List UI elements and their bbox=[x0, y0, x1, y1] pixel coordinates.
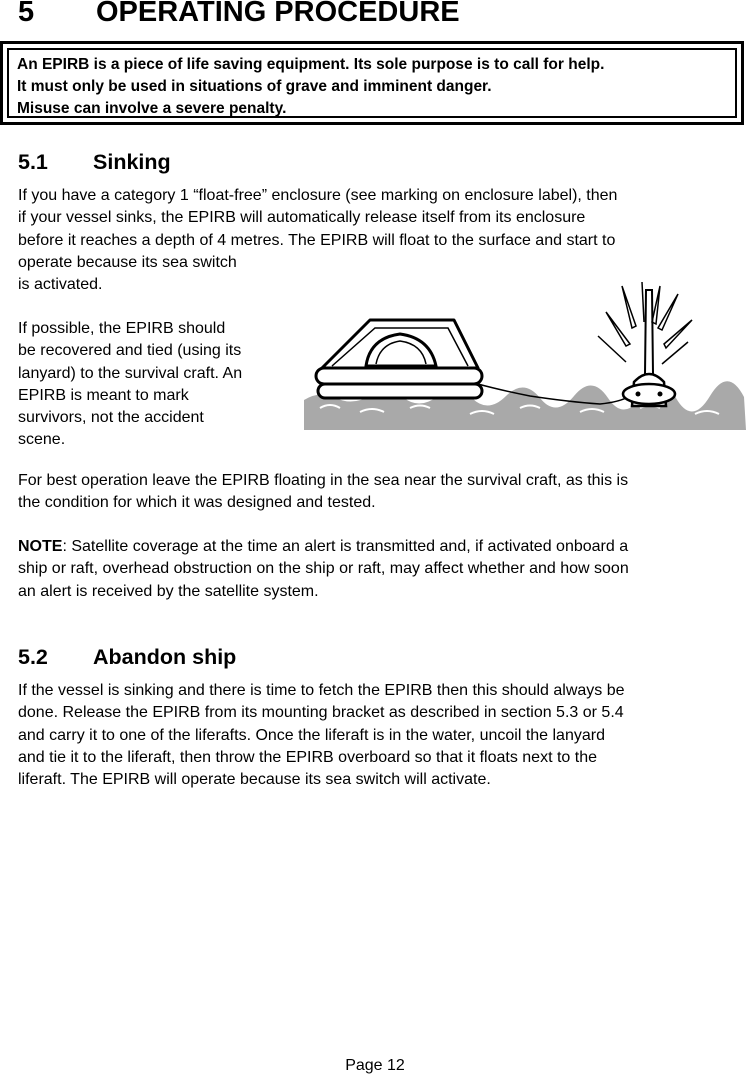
section-title: Sinking bbox=[93, 150, 171, 174]
liferaft-lower-tube bbox=[318, 384, 482, 398]
text-line: lanyard) to the survival craft. An bbox=[18, 364, 243, 382]
abandon-ship-paragraph bbox=[18, 680, 740, 791]
text-line: liferaft. The EPIRB will operate because its sea switch will activate. bbox=[18, 771, 491, 789]
text-line: survivors, not the accident bbox=[18, 409, 204, 427]
epirb-collar bbox=[623, 384, 675, 404]
text-line: If possible, the EPIRB should bbox=[18, 320, 226, 337]
warning-line-1: An EPIRB is a piece of life saving equipment. Its sole purpose is to call for help. bbox=[17, 56, 605, 73]
warning-line-2: It must only be used in situations of grave and imminent danger. bbox=[17, 78, 492, 95]
text-line: an alert is received by the satellite system. bbox=[18, 582, 319, 600]
text-line: before it reaches a depth of 4 metres. The EPIRB will float to the surface and start to bbox=[18, 231, 616, 249]
section-number: 5.2 bbox=[18, 645, 48, 669]
text-line: For best operation leave the EPIRB floating in the sea near the survival craft, as this is bbox=[18, 472, 629, 489]
note-text: : Satellite coverage at the time an alert is transmitted and, if activated onboard a bbox=[62, 538, 629, 555]
warning-box bbox=[0, 41, 744, 125]
section-heading-sinking bbox=[18, 150, 171, 175]
liferaft-upper-tube bbox=[316, 368, 482, 384]
note-label: NOTE bbox=[18, 538, 63, 555]
text-line: done. Release the EPIRB from its mounting bracket as described in section 5.3 or 5.4 bbox=[18, 704, 624, 722]
text-line: EPIRB is meant to mark bbox=[18, 386, 189, 404]
text-line: be recovered and tied (using its bbox=[18, 342, 242, 360]
section-title: Abandon ship bbox=[93, 645, 237, 669]
text-line: If the vessel is sinking and there is time to fetch the EPIRB then this should always be bbox=[18, 682, 625, 699]
sinking-paragraph-2 bbox=[18, 318, 298, 452]
chapter-title: OPERATING PROCEDURE bbox=[96, 0, 460, 28]
liferaft-with-epirb-illustration bbox=[300, 278, 746, 432]
text-line: operate because its sea switch bbox=[18, 253, 237, 271]
text-line: if your vessel sinks, the EPIRB will automatically release itself from its enclosure bbox=[18, 209, 586, 227]
sinking-paragraph-3 bbox=[18, 470, 740, 515]
text-line: the condition for which it was designed and tested. bbox=[18, 494, 376, 512]
page-number: Page 12 bbox=[345, 1057, 405, 1074]
warning-text bbox=[17, 54, 604, 120]
epirb-antenna bbox=[645, 290, 653, 374]
section-number: 5.1 bbox=[18, 150, 48, 174]
text-line: is activated. bbox=[18, 276, 103, 294]
text-line: and carry it to one of the liferafts. Once the liferaft is in the water, uncoil the lanyard bbox=[18, 726, 605, 744]
note-paragraph bbox=[18, 536, 740, 603]
text-line: ship or raft, overhead obstruction on the ship or raft, may affect whether and how soon bbox=[18, 560, 629, 578]
chapter-heading bbox=[18, 0, 460, 29]
text-line: and tie it to the liferaft, then throw the EPIRB overboard so that it floats next to the bbox=[18, 748, 597, 766]
text-line bbox=[18, 536, 740, 558]
text-line: If you have a category 1 “float-free” enclosure (see marking on enclosure label), then bbox=[18, 187, 618, 204]
section-heading-abandon-ship bbox=[18, 645, 236, 670]
warning-line-3: Misuse can involve a severe penalty. bbox=[17, 100, 287, 117]
text-line: scene. bbox=[18, 431, 66, 449]
chapter-number: 5 bbox=[18, 0, 35, 28]
